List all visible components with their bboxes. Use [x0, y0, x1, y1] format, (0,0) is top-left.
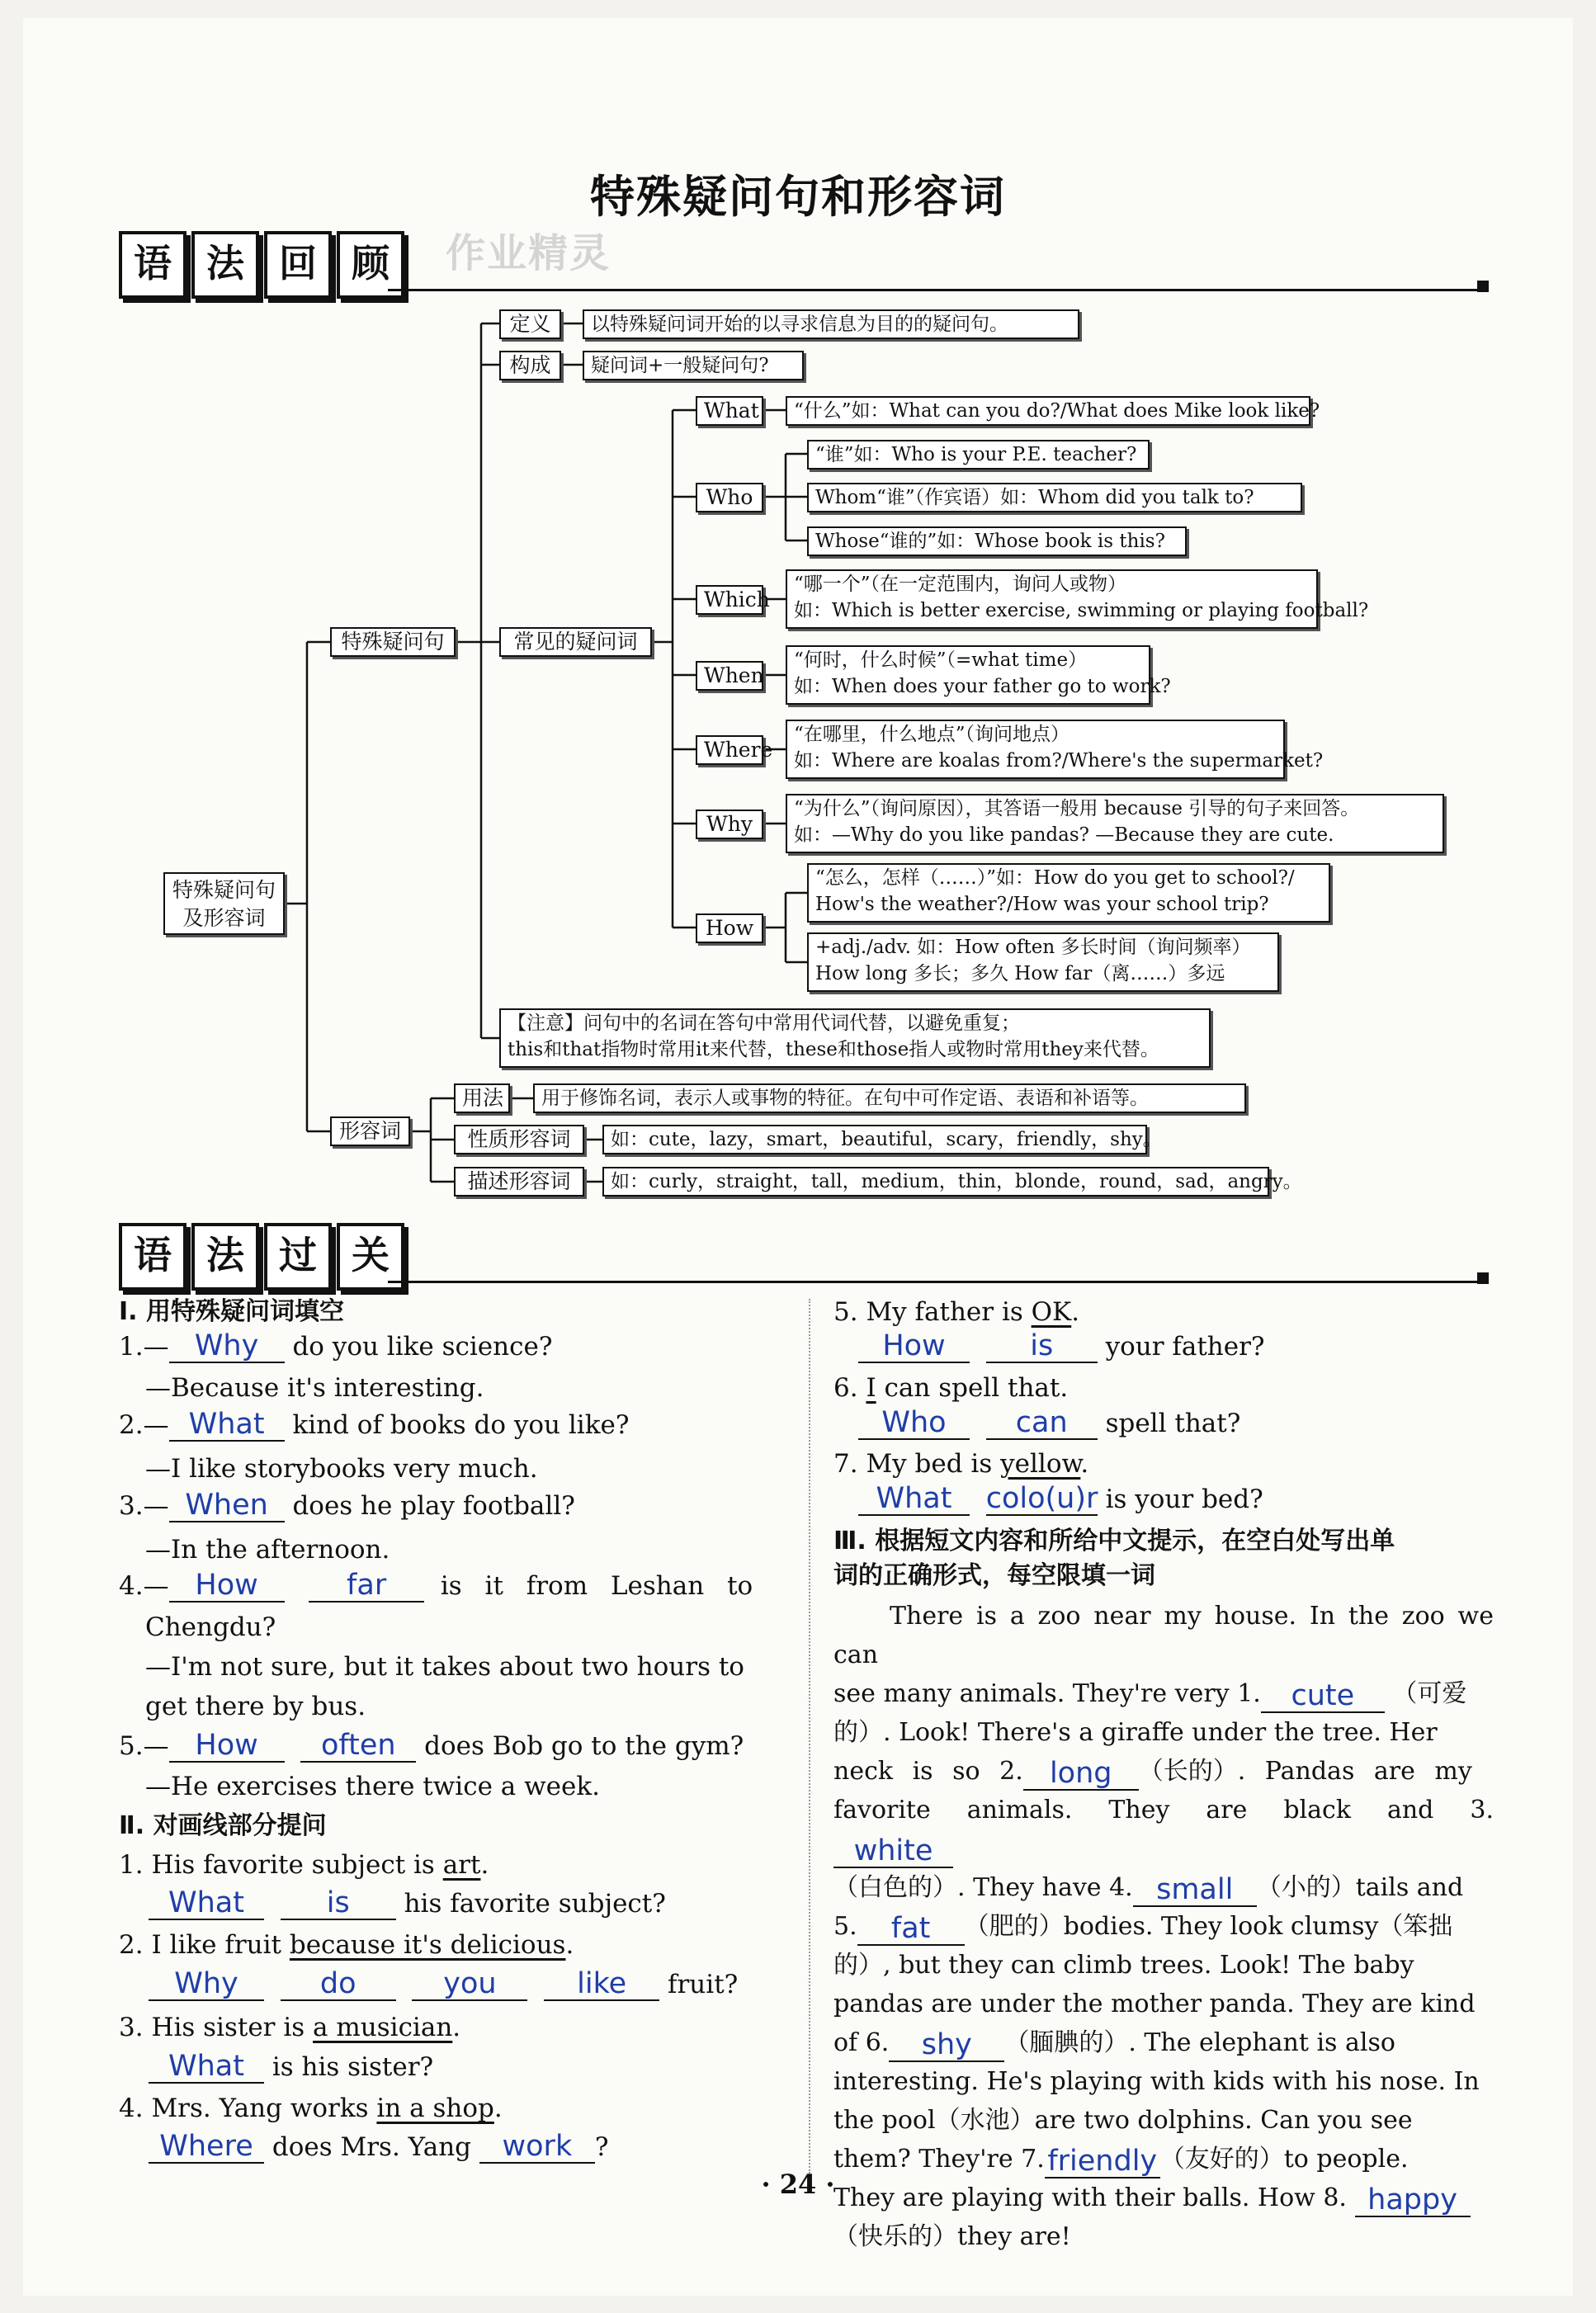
answer-blank[interactable]: long	[1023, 1758, 1139, 1791]
how-line-2: How's the weather?/How was your school trip?	[815, 894, 1269, 915]
what-definition: “什么”如：What can you do?/What does Mike look like?	[786, 396, 1310, 426]
note-line-2: this和that指物时常用it来代替，these和those指人或物时常用they来代替。	[508, 1039, 1159, 1060]
passage-line	[833, 1791, 1494, 1868]
how-definition-1	[807, 863, 1330, 923]
p1-q2: 2.— What kind of books do you like?	[119, 1408, 630, 1441]
q-text: .	[480, 1850, 489, 1880]
page-title: 特殊疑问句和形容词	[590, 171, 1006, 223]
how-line-1: “怎么，怎样（……）”如：How do you get to school?/	[815, 867, 1295, 889]
badge-char: 回	[264, 231, 332, 299]
how-line-3: +adj./adv. 如：How often 多长时间（询问频率）	[815, 937, 1251, 958]
q-text: his favorite subject?	[404, 1889, 666, 1919]
q-text: does Bob go to the gym?	[424, 1731, 744, 1761]
answer-blank[interactable]: often	[300, 1730, 416, 1763]
q-number: 4.	[119, 2094, 144, 2123]
answer-blank[interactable]: small	[1133, 1874, 1257, 1907]
badge-char: 语	[119, 231, 187, 299]
note-box	[499, 1008, 1211, 1068]
answer-blank[interactable]: cute	[1261, 1680, 1385, 1713]
underlined-part: I	[866, 1373, 876, 1403]
note-line-1: 【注意】问句中的名词在答句中常用代词代替，以避免重复；	[508, 1013, 1020, 1034]
why-line-1: “为什么”（询问原因），其答语一般用 because 引导的句子来回答。	[794, 798, 1360, 819]
q-number: 6.	[833, 1373, 858, 1403]
p2-q7	[833, 1447, 1088, 1480]
passage-text: 5.	[833, 1912, 857, 1941]
passage	[833, 1597, 1494, 2256]
passage-line: pandas are under the mother panda. They are kind	[833, 1990, 1476, 2018]
q-text: I like fruit	[151, 1930, 290, 1960]
q-number: 3.	[119, 2013, 144, 2042]
passage-text: （可爱	[1392, 1679, 1467, 1708]
node-common-words: 常见的疑问词	[499, 627, 652, 657]
when-definition	[786, 645, 1171, 705]
word-who: Who	[696, 483, 763, 512]
node-special-questions: 特殊疑问句	[330, 627, 456, 657]
q-text: do you like science?	[292, 1332, 553, 1362]
part1-heading: Ⅰ. 用特殊疑问词填空	[119, 1297, 345, 1326]
passage-line: the pool（水池）are two dolphins. Can you see	[833, 2106, 1413, 2135]
passage-text: （友好的）to people.	[1159, 2145, 1409, 2174]
structure-text: 疑问词+一般疑问句?	[583, 351, 804, 380]
q-text: .	[1071, 1297, 1080, 1327]
word-why: Why	[696, 810, 763, 839]
part3-heading-line-1: Ⅲ. 根据短文内容和所给中文提示，在空白处写出单	[833, 1527, 1395, 1555]
page-number: · 24 ·	[761, 2169, 835, 2200]
p1-q4-answer: —I'm not sure, but it takes about two hours to	[145, 1652, 744, 1682]
p2-q1-answer	[149, 1887, 666, 1920]
watermark: 作业精灵	[446, 230, 611, 276]
p2-q6-answer	[858, 1407, 1240, 1440]
answer-blank[interactable]: How	[169, 1730, 285, 1763]
word-what: What	[696, 396, 763, 426]
which-line-2: 如：Which is better exercise, swimming or playing football?	[794, 600, 1369, 621]
q-text: His sister is	[151, 2013, 314, 2042]
when-line-1: “何时，什么时候”（=what time）	[794, 649, 1088, 671]
passage-line	[833, 1674, 1494, 1713]
q-number: 7.	[833, 1449, 858, 1479]
when-line-2: 如：When does your father go to work?	[794, 676, 1171, 697]
passage-text: them? They're 7.	[833, 2145, 1045, 2174]
node-definition-label: 定义	[499, 309, 561, 339]
passage-line: 的）. Look! There's a giraffe under the tree. Her	[833, 1718, 1438, 1747]
q-number: 5.	[833, 1297, 858, 1327]
answer-blank[interactable]: Who	[858, 1407, 970, 1440]
whose-definition: Whose“谁的”如：Whose book is this?	[807, 526, 1187, 556]
q-text: spell that?	[1105, 1409, 1241, 1438]
passage-text: （小的）tails and	[1256, 1873, 1464, 1902]
p2-q5	[833, 1296, 1079, 1329]
where-definition	[786, 720, 1324, 779]
badge-char: 顾	[337, 231, 404, 299]
why-line-2: 如：—Why do you like pandas? —Because they are cute.	[794, 824, 1334, 846]
answer-blank[interactable]: you	[412, 1968, 527, 2001]
q-text: .	[565, 1930, 574, 1960]
passage-text: of 6.	[833, 2028, 890, 2057]
part3-heading-line-2: 词的正确形式，每空限填一词	[833, 1561, 1155, 1590]
p1-q4-answer-cont: get there by bus.	[145, 1692, 366, 1721]
underlined-part: OK	[1031, 1297, 1072, 1327]
passage-text: favorite animals. They are black and 3.	[833, 1796, 1494, 1824]
q-text: is your bed?	[1105, 1485, 1263, 1514]
answer-blank[interactable]: do	[281, 1968, 396, 2001]
rule-end-square	[1477, 1272, 1489, 1284]
where-line-2: 如：Where are koalas from?/Where's the supermarket?	[794, 750, 1324, 772]
answer-blank[interactable]: Why	[169, 1330, 285, 1363]
q-text: your father?	[1105, 1332, 1265, 1362]
p1-q4: 4.— How far is it from Leshan to	[119, 1569, 753, 1602]
q-number: 3.	[119, 1491, 144, 1521]
answer-blank[interactable]: white	[833, 1835, 953, 1868]
q-number: 1.	[119, 1332, 144, 1362]
who-definition: “谁”如：Who is your P.E. teacher?	[807, 440, 1150, 470]
q-number: 4.	[119, 1571, 144, 1601]
passage-text: （长的）. Pandas are my	[1138, 1757, 1472, 1786]
q-text: can spell that.	[876, 1373, 1069, 1403]
passage-line	[833, 2023, 1494, 2062]
answer-blank[interactable]: shy	[889, 2029, 1004, 2062]
badge-char: 关	[337, 1223, 404, 1291]
how-definition-2	[807, 932, 1279, 992]
badge-char: 法	[191, 231, 259, 299]
q-text: .	[1080, 1449, 1089, 1479]
passage-line	[833, 1907, 1494, 1946]
underlined-part: in a shop	[376, 2094, 494, 2123]
descriptive-adj-text: 如：curly，straight，tall，medium，thin，blonde，round，sad，angry。	[602, 1167, 1269, 1197]
which-line-1: “哪一个”（在一定范围内，询问人或物）	[794, 574, 1127, 595]
why-definition	[786, 794, 1444, 853]
q-text: My bed is	[866, 1449, 1001, 1479]
answer-blank[interactable]: What	[169, 1409, 285, 1442]
answer-blank[interactable]: How	[858, 1330, 970, 1363]
badge-char: 过	[264, 1223, 332, 1291]
passage-text: neck is so 2.	[833, 1757, 1023, 1786]
p2-q6	[833, 1371, 1068, 1404]
p2-q2	[119, 1928, 574, 1961]
answer-blank[interactable]: What	[149, 2051, 264, 2084]
underlined-part: a musician	[313, 2013, 453, 2042]
q-text: fruit?	[668, 1970, 739, 1999]
answer-blank[interactable]: fat	[857, 1913, 965, 1946]
passage-text: （腼腆的）. The elephant is also	[1004, 2028, 1395, 2057]
passage-line	[833, 1868, 1494, 1907]
q-number: 5.	[119, 1731, 144, 1761]
p2-q4	[119, 2092, 503, 2125]
grammar-practice-badge	[119, 1223, 404, 1291]
answer-blank[interactable]: Why	[149, 1968, 264, 2001]
answer-blank[interactable]: work	[479, 2131, 595, 2164]
passage-line: There is a zoo near my house. In the zoo we can	[833, 1602, 1494, 1669]
passage-line: interesting. He's playing with kids with his nose. In	[833, 2067, 1480, 2096]
q-text: .	[493, 2094, 503, 2123]
p2-q3	[119, 2011, 460, 2044]
q-text: .	[452, 2013, 461, 2042]
answer-blank[interactable]: is	[986, 1330, 1098, 1363]
passage-text: （肥的）bodies. They look clumsy（笨拙	[964, 1912, 1453, 1941]
underlined-part: yellow	[1000, 1449, 1081, 1479]
q-text: is his sister?	[272, 2052, 434, 2082]
p2-q3-answer	[149, 2051, 433, 2084]
where-line-1: “在哪里，什么地点”（询问地点）	[794, 724, 1070, 745]
p1-q1: 1.— Why do you like science?	[119, 1329, 553, 1362]
node-structure-label: 构成	[499, 351, 561, 380]
answer-blank[interactable]: colo(u)r	[985, 1482, 1098, 1515]
q-text: ?	[594, 2132, 609, 2162]
answer-blank[interactable]: is	[281, 1887, 396, 1920]
p1-q5-answer: —He exercises there twice a week.	[145, 1772, 600, 1801]
answer-blank[interactable]: far	[309, 1570, 424, 1603]
answer-blank[interactable]: What	[858, 1483, 970, 1516]
word-how: How	[696, 913, 763, 943]
passage-text: They are playing with their balls. How 8.	[833, 2183, 1347, 2212]
p1-q2-answer: —I like storybooks very much.	[145, 1454, 538, 1484]
quality-adj-text: 如：cute，lazy，smart，beautiful，scary，friendly，shy。	[602, 1125, 1147, 1154]
usage-text: 用于修饰名词，表示人或事物的特征。在句中可作定语、表语和补语等。	[533, 1083, 1246, 1113]
passage-text: （白色的）. They have 4.	[833, 1873, 1133, 1902]
q-number: 2.	[119, 1410, 144, 1440]
answer-blank[interactable]: can	[986, 1407, 1098, 1440]
p1-q4-cont: Chengdu?	[145, 1612, 276, 1642]
q-text: My father is	[866, 1297, 1032, 1327]
p2-q5-answer	[858, 1330, 1265, 1363]
p1-q3-answer: —In the afternoon.	[145, 1535, 390, 1565]
section-rule	[388, 1281, 1485, 1283]
word-when: When	[696, 661, 763, 691]
part2-heading: Ⅱ. 对画线部分提问	[119, 1811, 327, 1840]
q-text: kind of books do you like?	[292, 1410, 630, 1440]
node-usage-label: 用法	[454, 1083, 510, 1113]
p2-q1	[119, 1848, 489, 1881]
q-text: Mrs. Yang works	[151, 2094, 377, 2123]
column-divider	[809, 1299, 811, 2174]
p2-q2-answer	[149, 1968, 738, 2001]
word-where: Where	[696, 735, 763, 765]
passage-line: （快乐的）they are!	[833, 2222, 1071, 2251]
word-which: Which	[696, 585, 763, 615]
passage-line: 的）, but they can climb trees. Look! The baby	[833, 1951, 1414, 1980]
answer-blank[interactable]: friendly	[1045, 2145, 1160, 2178]
underlined-part: because it's delicious	[289, 1930, 566, 1960]
q-text: His favorite subject is	[151, 1850, 443, 1880]
node-quality-adj: 性质形容词	[454, 1125, 584, 1154]
passage-line	[833, 1752, 1494, 1791]
q-text: does Mrs. Yang	[272, 2132, 472, 2162]
answer-blank[interactable]: When	[169, 1489, 285, 1522]
p1-q3: 3.— When does he play football?	[119, 1489, 575, 1522]
p1-q5: 5.— How often does Bob go to the gym?	[119, 1729, 744, 1762]
badge-char: 语	[119, 1223, 187, 1291]
answer-blank[interactable]: Where	[149, 2131, 264, 2164]
answer-blank[interactable]: happy	[1355, 2184, 1471, 2217]
whom-definition: Whom“谁”（作宾语）如：Whom did you talk to?	[807, 483, 1302, 512]
q-text: is it from Leshan to	[440, 1571, 753, 1601]
passage-text: see many animals. They're very 1.	[833, 1679, 1261, 1708]
underlined-part: art	[442, 1850, 481, 1880]
node-descriptive-adj: 描述形容词	[454, 1167, 584, 1197]
p2-q4-answer	[149, 2131, 609, 2164]
how-line-4: How long 多长；多久 How far（离……）多远	[815, 963, 1225, 984]
p2-q7-answer	[858, 1483, 1263, 1516]
answer-blank[interactable]: like	[544, 1968, 659, 2001]
q-number: 1.	[119, 1850, 144, 1880]
p1-q1-answer: —Because it's interesting.	[145, 1373, 484, 1403]
answer-blank[interactable]: How	[169, 1570, 285, 1603]
q-text: does he play football?	[292, 1491, 575, 1521]
node-adjective: 形容词	[330, 1116, 410, 1146]
definition-text: 以特殊疑问词开始的以寻求信息为目的的疑问句。	[583, 309, 1079, 339]
which-definition	[786, 569, 1369, 629]
q-number: 2.	[119, 1930, 144, 1960]
badge-char: 法	[191, 1223, 259, 1291]
map-root-node: 特殊疑问句 及形容词	[163, 872, 285, 935]
answer-blank[interactable]: What	[149, 1887, 264, 1920]
